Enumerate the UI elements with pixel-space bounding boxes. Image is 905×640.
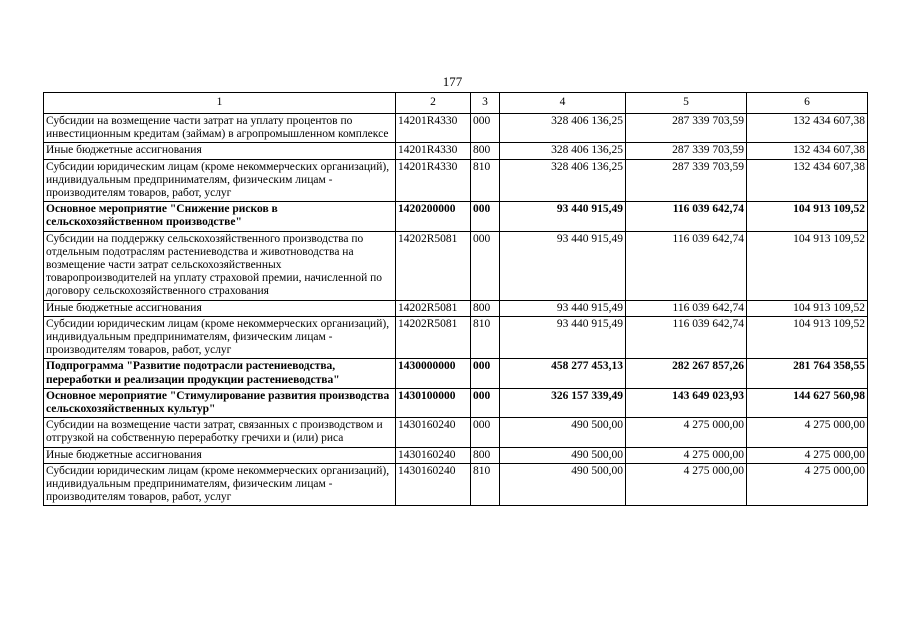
- row-value-col6-cell: 4 275 000,00: [747, 463, 868, 506]
- table-row: [44, 418, 868, 447]
- row-value-col5-cell: 4 275 000,00: [626, 463, 747, 506]
- row-expense-type-cell: 800: [471, 300, 500, 316]
- row-value-col4-cell: 490 500,00: [500, 447, 626, 463]
- column-header: 1: [44, 93, 396, 114]
- row-value-col6-cell: 104 913 109,52: [747, 231, 868, 300]
- row-value-col5-cell: 282 267 857,26: [626, 359, 747, 388]
- row-value-col4-cell: 490 500,00: [500, 463, 626, 506]
- row-code-cell: 1430000000: [396, 359, 471, 388]
- row-expense-type-cell: 810: [471, 159, 500, 202]
- row-expense-type-cell: 810: [471, 463, 500, 506]
- row-value-col4-cell: 328 406 136,25: [500, 143, 626, 159]
- row-expense-type-cell: 810: [471, 316, 500, 359]
- row-value-col6-cell: 104 913 109,52: [747, 202, 868, 231]
- table-row: [44, 463, 868, 506]
- row-name-cell: Основное мероприятие "Снижение рисков в сельскохозяйственном производстве": [44, 202, 396, 231]
- row-value-col5-cell: 116 039 642,74: [626, 316, 747, 359]
- budget-table: [43, 92, 868, 506]
- table-row: [44, 159, 868, 202]
- row-name-cell: Субсидии юридическим лицам (кроме некоммерческих организаций), индивидуальным предпринимателям, физическим лицам - производителям товаров, работ, услуг: [44, 316, 396, 359]
- row-value-col4-cell: 328 406 136,25: [500, 159, 626, 202]
- row-value-col5-cell: 287 339 703,59: [626, 159, 747, 202]
- row-name-cell: Иные бюджетные ассигнования: [44, 300, 396, 316]
- row-expense-type-cell: 000: [471, 231, 500, 300]
- row-value-col6-cell: 4 275 000,00: [747, 418, 868, 447]
- row-code-cell: 1430100000: [396, 388, 471, 417]
- column-header: 3: [471, 93, 500, 114]
- row-name-cell: Субсидии на возмещение части затрат на уплату процентов по инвестиционным кредитам (займам) в агропромышленном комплексе: [44, 114, 396, 143]
- table-row: [44, 202, 868, 231]
- row-value-col6-cell: 281 764 358,55: [747, 359, 868, 388]
- row-value-col4-cell: 93 440 915,49: [500, 300, 626, 316]
- column-header: 4: [500, 93, 626, 114]
- row-name-cell: Субсидии на поддержку сельскохозяйственного производства по отдельным подотраслям растениеводства и животноводства на возмещение части затрат сельскохозяйственных товаропроизводителей на уплату страховой премии, начисленной по договору сельскохозяйственного страхования: [44, 231, 396, 300]
- row-code-cell: 14201R4330: [396, 159, 471, 202]
- row-name-cell: Иные бюджетные ассигнования: [44, 447, 396, 463]
- row-value-col5-cell: 116 039 642,74: [626, 202, 747, 231]
- row-value-col4-cell: 490 500,00: [500, 418, 626, 447]
- row-value-col5-cell: 116 039 642,74: [626, 231, 747, 300]
- row-code-cell: 1430160240: [396, 418, 471, 447]
- table-row: [44, 231, 868, 300]
- row-value-col6-cell: 132 434 607,38: [747, 114, 868, 143]
- row-value-col4-cell: 458 277 453,13: [500, 359, 626, 388]
- row-name-cell: Субсидии юридическим лицам (кроме некоммерческих организаций), индивидуальным предпринимателям, физическим лицам - производителям товаров, работ, услуг: [44, 463, 396, 506]
- row-value-col4-cell: 93 440 915,49: [500, 316, 626, 359]
- row-expense-type-cell: 000: [471, 359, 500, 388]
- table-row: [44, 447, 868, 463]
- table-row: [44, 300, 868, 316]
- row-name-cell: Субсидии юридическим лицам (кроме некоммерческих организаций), индивидуальным предпринимателям, физическим лицам - производителям товаров, работ, услуг: [44, 159, 396, 202]
- row-code-cell: 1430160240: [396, 447, 471, 463]
- row-code-cell: 1420200000: [396, 202, 471, 231]
- row-value-col4-cell: 328 406 136,25: [500, 114, 626, 143]
- row-value-col6-cell: 132 434 607,38: [747, 143, 868, 159]
- row-expense-type-cell: 000: [471, 114, 500, 143]
- row-value-col5-cell: 116 039 642,74: [626, 300, 747, 316]
- row-name-cell: Иные бюджетные ассигнования: [44, 143, 396, 159]
- row-expense-type-cell: 000: [471, 202, 500, 231]
- row-code-cell: 14201R4330: [396, 143, 471, 159]
- row-code-cell: 14202R5081: [396, 231, 471, 300]
- row-value-col4-cell: 326 157 339,49: [500, 388, 626, 417]
- row-expense-type-cell: 000: [471, 388, 500, 417]
- row-expense-type-cell: 000: [471, 418, 500, 447]
- table-body: [44, 114, 868, 506]
- row-expense-type-cell: 800: [471, 447, 500, 463]
- row-value-col5-cell: 4 275 000,00: [626, 447, 747, 463]
- row-code-cell: 1430160240: [396, 463, 471, 506]
- row-value-col6-cell: 144 627 560,98: [747, 388, 868, 417]
- column-header: 2: [396, 93, 471, 114]
- table-row: [44, 114, 868, 143]
- column-header: 6: [747, 93, 868, 114]
- row-value-col5-cell: 143 649 023,93: [626, 388, 747, 417]
- table-row: [44, 388, 868, 417]
- row-value-col6-cell: 104 913 109,52: [747, 316, 868, 359]
- page-number: 177: [442, 74, 463, 89]
- header-row: [44, 93, 868, 114]
- row-code-cell: 14202R5081: [396, 316, 471, 359]
- row-value-col5-cell: 287 339 703,59: [626, 143, 747, 159]
- row-value-col6-cell: 4 275 000,00: [747, 447, 868, 463]
- row-name-cell: Субсидии на возмещение части затрат, связанных с производством и отгрузкой на собственную переработку гречихи и (или) риса: [44, 418, 396, 447]
- row-code-cell: 14201R4330: [396, 114, 471, 143]
- row-value-col6-cell: 104 913 109,52: [747, 300, 868, 316]
- row-value-col4-cell: 93 440 915,49: [500, 231, 626, 300]
- row-value-col5-cell: 4 275 000,00: [626, 418, 747, 447]
- table-row: [44, 143, 868, 159]
- column-header: 5: [626, 93, 747, 114]
- row-value-col5-cell: 287 339 703,59: [626, 114, 747, 143]
- table-row: [44, 316, 868, 359]
- row-name-cell: Основное мероприятие "Стимулирование развития производства сельскохозяйственных культур": [44, 388, 396, 417]
- row-code-cell: 14202R5081: [396, 300, 471, 316]
- row-value-col6-cell: 132 434 607,38: [747, 159, 868, 202]
- row-expense-type-cell: 800: [471, 143, 500, 159]
- row-name-cell: Подпрограмма "Развитие подотрасли растениеводства, переработки и реализации продукции растениеводства": [44, 359, 396, 388]
- table-row: [44, 359, 868, 388]
- row-value-col4-cell: 93 440 915,49: [500, 202, 626, 231]
